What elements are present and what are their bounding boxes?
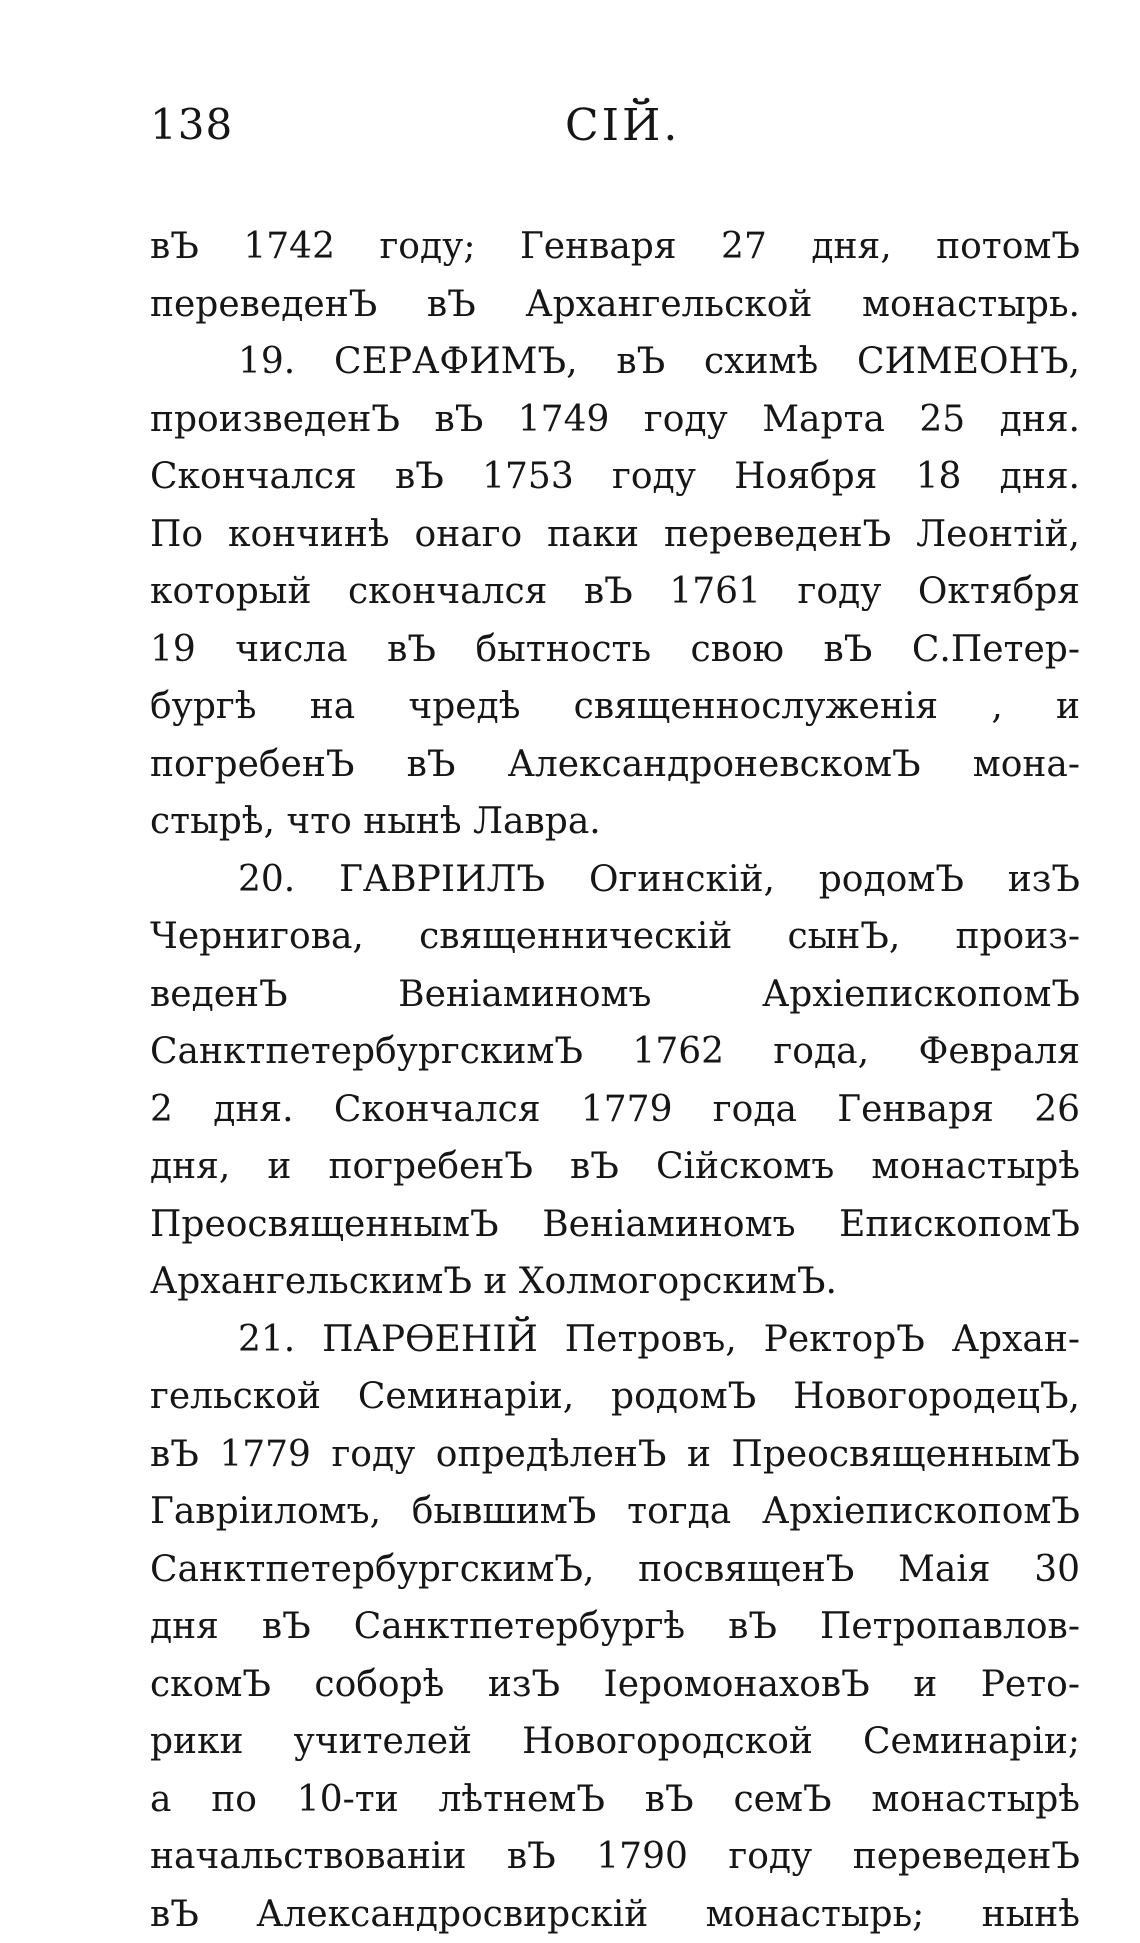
text-line: а по 10-ти лѣтнемЪ вЪ семЪ монастырѣ (150, 1771, 1080, 1829)
text-line: который скончался вЪ 1761 году Октября (150, 563, 1080, 621)
text-line: стырѣ, что нынѣ Лавра. (150, 793, 1080, 851)
text-line: дня вЪ Санктпетербургѣ вЪ Петропавлов- (150, 1598, 1080, 1656)
text-line: СанктпетербургскимЪ 1762 года, Февраля (150, 1023, 1080, 1081)
text-line: 19. СЕРАФИМЪ, вЪ схимѣ СИМЕОНЪ, (150, 333, 1080, 391)
text-line: Скончался вЪ 1753 году Ноября 18 дня. (150, 448, 1080, 506)
text-line: 21. ПАРѲЕНІЙ Петровъ, РекторЪ Архан- (150, 1311, 1080, 1369)
text-line: веденЪ Веніаминомъ АрхіепископомЪ (150, 966, 1080, 1024)
text-line: дня, и погребенЪ вЪ Сійскомъ монастырѣ (150, 1138, 1080, 1196)
text-line: Чернигова, священническій сынЪ, произ- (150, 908, 1080, 966)
text-line: АрхангельскимЪ и ХолмогорскимЪ. (150, 1253, 1080, 1311)
page-number: 138 (150, 100, 233, 149)
running-head: СІЙ. (565, 100, 680, 151)
text-line: вЪ 1779 году опредѣленЪ и ПреосвященнымЪ (150, 1426, 1080, 1484)
text-line: бургѣ на чредѣ священнослуженія , и (150, 678, 1080, 736)
text-line: ПреосвященнымЪ Веніаминомъ ЕпископомЪ (150, 1196, 1080, 1254)
text-line: Гавріиломъ, бывшимЪ тогда АрхіепископомЪ (150, 1483, 1080, 1541)
text-line: СанктпетербургскимЪ, посвященЪ Маія 30 (150, 1541, 1080, 1599)
text-line: 20. ГАВРІИЛЪ Огинскій, родомЪ изЪ (150, 851, 1080, 909)
text-line: По кончинѣ онаго паки переведенЪ Леонтій, (150, 506, 1080, 564)
page-header (150, 100, 1080, 170)
text-line: произведенЪ вЪ 1749 году Марта 25 дня. (150, 391, 1080, 449)
text-line: 19 числа вЪ бытность свою вЪ С.Петер- (150, 621, 1080, 679)
text-line: скомЪ соборѣ изЪ ІеромонаховЪ и Рето- (150, 1656, 1080, 1714)
text-line: переведенЪ вЪ Архангельской монастырь. (150, 276, 1080, 334)
text-line: 2 дня. Скончался 1779 года Генваря 26 (150, 1081, 1080, 1139)
text-line: начальствованіи вЪ 1790 году переведенЪ (150, 1828, 1080, 1886)
text-line: гельской Семинаріи, родомЪ НовогородецЪ, (150, 1368, 1080, 1426)
text-line: вЪ 1742 году; Генваря 27 дня, потомЪ (150, 218, 1080, 276)
body-text (150, 218, 1080, 1943)
text-line: рики учителей Новогородской Семинаріи; (150, 1713, 1080, 1771)
text-line: вЪ Александросвирскій монастырь; нынѣ (150, 1886, 1080, 1943)
text-line: погребенЪ вЪ АлександроневскомЪ мона- (150, 736, 1080, 794)
